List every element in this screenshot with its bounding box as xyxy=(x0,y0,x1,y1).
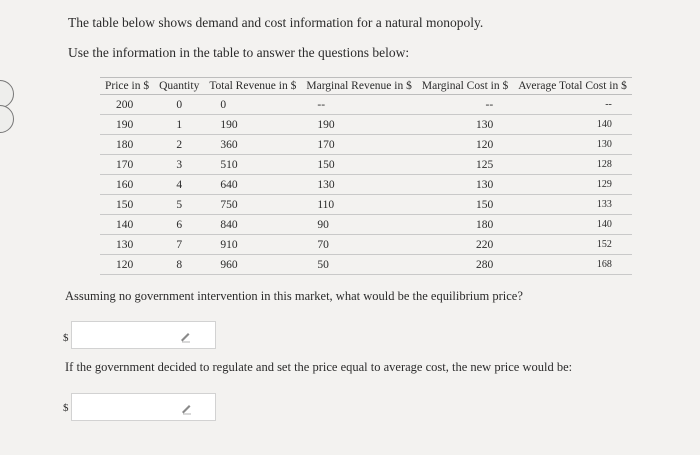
cell-marginal-cost: 130 xyxy=(417,115,513,135)
dollar-sign: $ xyxy=(63,332,69,344)
cell-total-revenue: 190 xyxy=(204,115,301,135)
equilibrium-price-input[interactable] xyxy=(71,321,216,349)
cell-quantity: 5 xyxy=(154,195,204,215)
cell-quantity: 1 xyxy=(154,115,204,135)
cell-total-revenue: 640 xyxy=(204,175,301,195)
side-circle-icon xyxy=(0,105,14,133)
cell-marginal-cost: 180 xyxy=(417,215,513,235)
header-total-revenue: Total Revenue in $ xyxy=(204,78,301,95)
pencil-icon xyxy=(180,401,194,415)
cell-marginal-cost: 150 xyxy=(417,195,513,215)
cell-price: 140 xyxy=(100,215,154,235)
cell-total-revenue: 0 xyxy=(204,95,301,115)
side-circle-icon xyxy=(0,80,14,108)
pencil-icon xyxy=(179,329,193,343)
cell-price: 190 xyxy=(100,115,154,135)
cell-marginal-revenue: 70 xyxy=(301,235,417,255)
cell-average-total-cost: 128 xyxy=(513,155,632,175)
cell-price: 120 xyxy=(100,255,154,275)
cell-price: 160 xyxy=(100,175,154,195)
table-row xyxy=(100,135,632,155)
cell-marginal-cost: -- xyxy=(417,95,513,115)
intro-line-2: Use the information in the table to answer the questions below: xyxy=(68,45,410,60)
cell-quantity: 8 xyxy=(154,255,204,275)
header-marginal-revenue: Marginal Revenue in $ xyxy=(301,78,417,95)
header-price: Price in $ xyxy=(100,78,154,95)
cell-price: 170 xyxy=(100,155,154,175)
cell-average-total-cost: 168 xyxy=(513,255,632,275)
table-row xyxy=(100,95,632,115)
cell-marginal-revenue: 130 xyxy=(301,175,417,195)
cell-total-revenue: 910 xyxy=(204,235,301,255)
cell-marginal-cost: 220 xyxy=(417,235,513,255)
cell-marginal-revenue: 170 xyxy=(301,135,417,155)
cell-marginal-revenue: 50 xyxy=(301,255,417,275)
table-header-row xyxy=(100,78,632,95)
cell-total-revenue: 750 xyxy=(204,195,301,215)
header-quantity: Quantity xyxy=(154,78,204,95)
cell-price: 200 xyxy=(100,95,154,115)
cell-price: 150 xyxy=(100,195,154,215)
cell-marginal-revenue: 150 xyxy=(301,155,417,175)
cell-price: 180 xyxy=(100,135,154,155)
cell-average-total-cost: 152 xyxy=(513,235,632,255)
cell-price: 130 xyxy=(100,235,154,255)
intro-line-1: The table below shows demand and cost information for a natural monopoly. xyxy=(68,15,484,30)
cell-marginal-cost: 120 xyxy=(417,135,513,155)
cell-total-revenue: 510 xyxy=(204,155,301,175)
cell-average-total-cost: 129 xyxy=(513,175,632,195)
cell-average-total-cost: 140 xyxy=(513,115,632,135)
cell-quantity: 6 xyxy=(154,215,204,235)
table-row xyxy=(100,195,632,215)
table-row xyxy=(100,155,632,175)
cost-table xyxy=(100,77,632,275)
cell-average-total-cost: -- xyxy=(513,95,632,115)
cell-quantity: 0 xyxy=(154,95,204,115)
cell-total-revenue: 360 xyxy=(204,135,301,155)
cell-marginal-revenue: 110 xyxy=(301,195,417,215)
table-row xyxy=(100,235,632,255)
cell-average-total-cost: 130 xyxy=(513,135,632,155)
cell-marginal-cost: 125 xyxy=(417,155,513,175)
table-row xyxy=(100,255,632,275)
cell-average-total-cost: 140 xyxy=(513,215,632,235)
table-row xyxy=(100,175,632,195)
table-row xyxy=(100,215,632,235)
cell-total-revenue: 840 xyxy=(204,215,301,235)
cell-total-revenue: 960 xyxy=(204,255,301,275)
cell-quantity: 3 xyxy=(154,155,204,175)
header-marginal-cost: Marginal Cost in $ xyxy=(417,78,513,95)
cell-quantity: 4 xyxy=(154,175,204,195)
cell-marginal-cost: 130 xyxy=(417,175,513,195)
table-row xyxy=(100,115,632,135)
header-average-total-cost: Average Total Cost in $ xyxy=(513,78,632,95)
cell-quantity: 2 xyxy=(154,135,204,155)
question-equilibrium-price: Assuming no government intervention in this market, what would be the equilibrium price? xyxy=(65,289,523,303)
cell-marginal-revenue: -- xyxy=(301,95,417,115)
cell-marginal-cost: 280 xyxy=(417,255,513,275)
regulated-price-input[interactable] xyxy=(71,393,216,421)
question-regulated-price: If the government decided to regulate and set the price equal to average cost, the new price would be: xyxy=(65,360,573,374)
cell-marginal-revenue: 190 xyxy=(301,115,417,135)
cell-marginal-revenue: 90 xyxy=(301,215,417,235)
cell-quantity: 7 xyxy=(154,235,204,255)
dollar-sign: $ xyxy=(63,402,69,414)
cell-average-total-cost: 133 xyxy=(513,195,632,215)
